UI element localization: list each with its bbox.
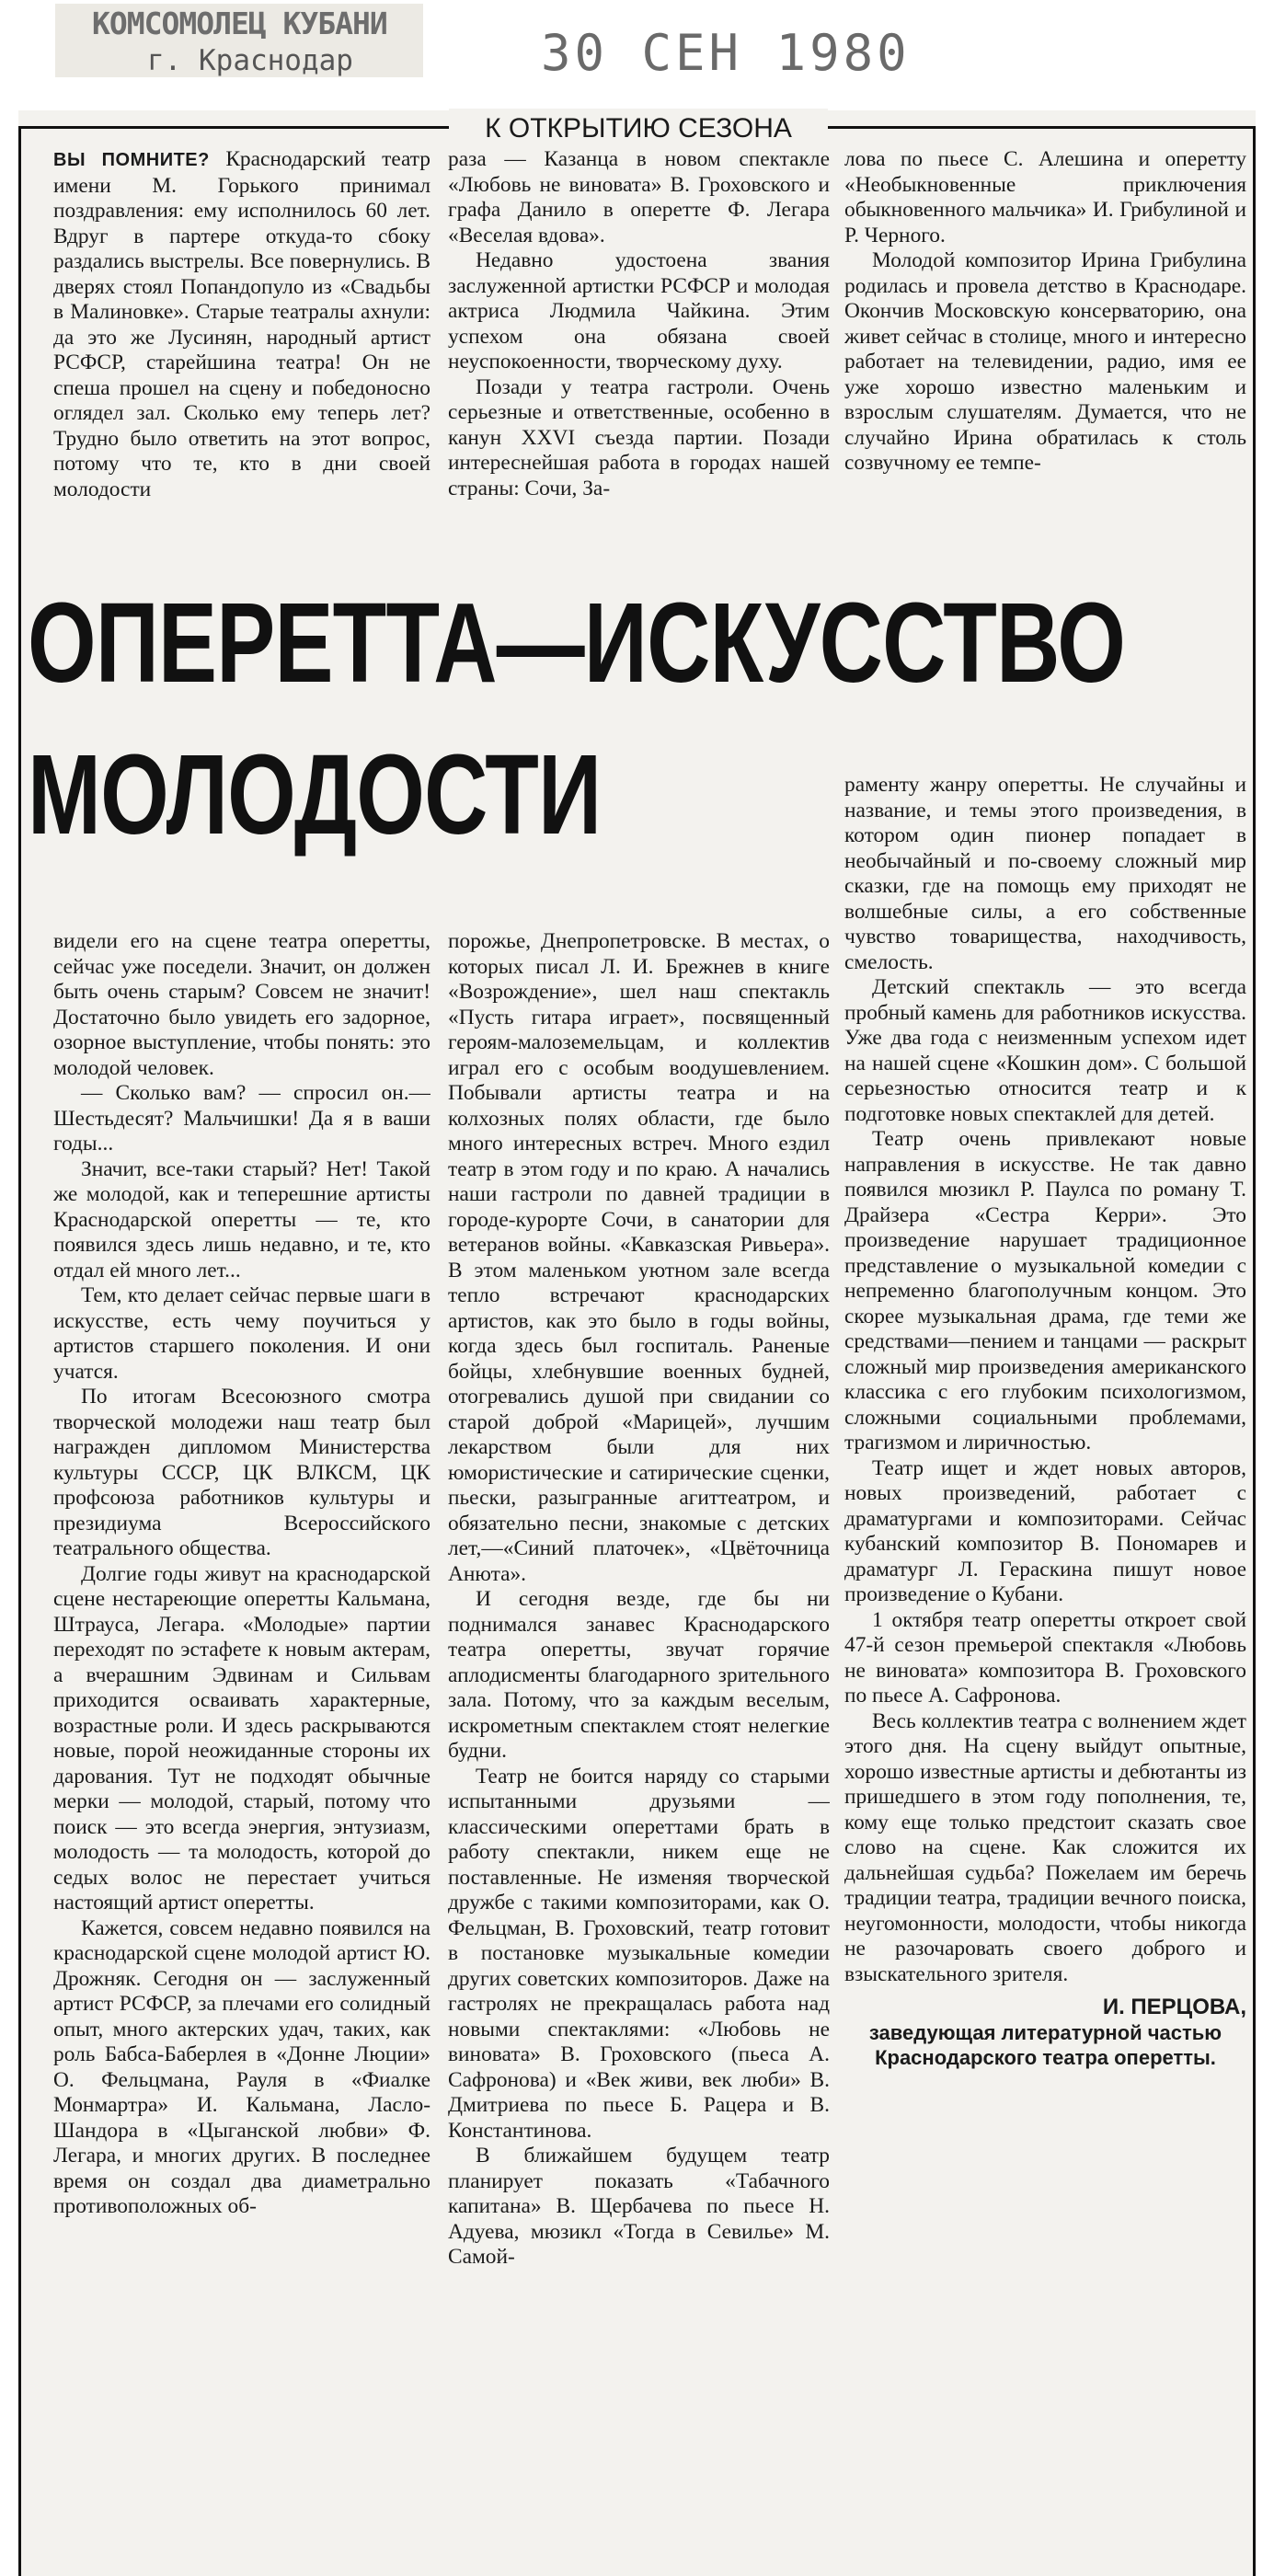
- body-column-3: [844, 773, 1246, 2571]
- top-column-3: [844, 147, 1246, 580]
- paragraph: В ближайшем будущем театр планирует показать «Табачного капитана» В. Щербачева по пьесе Н. Адуева, мюзикл «Тогда в Севилье» М. Самой-: [448, 2144, 830, 2269]
- date-stamp: 30 СЕН 1980: [541, 24, 911, 82]
- lead-paragraph: [53, 147, 430, 502]
- headline-line-2: МОЛОДОСТИ: [28, 732, 602, 858]
- author-name: И. ПЕРЦОВА,: [1102, 1995, 1246, 2019]
- paragraph: Театр очень привлекают новые направления в искусстве. Не так давно появился мюзикл Р. Паулса по роману Т. Драйзера «Сестра Керри». Это произведение нарушает традиционное представление о музыкальной комедии с непременно благополучным концом. Это скорее музыкальная драма, где теми же средствами—пением и танцами — раскрыт сложный мир произведения американского классика с его глубоким психологизмом, сложными социальными проблемами, трагизмом и лиричностью.: [844, 1127, 1246, 1455]
- paragraph: 1 октября театр оперетты откроет свой 47-й сезон премьерой спектакля «Любовь не виновата» композитора В. Гроховского по пьесе А. Сафронова.: [844, 1607, 1246, 1708]
- body-column-2: [448, 929, 830, 2571]
- rubric-heading: К ОТКРЫТИЮ СЕЗОНА: [449, 109, 828, 149]
- paragraph: Детский спектакль — это всегда пробный камень для работников искусства. Уже два года с неизменным успехом идет на нашей сцене «Кошкин дом». С большой серьезностью относится театр и к подготовке новых спектаклей для детей.: [844, 975, 1246, 1126]
- paragraph: Значит, все-таки старый? Нет! Такой же молодой, как и теперешние артисты Краснодарской оперетты — те, кто появился здесь лишь недавно, и те, кто отдал ей много лет...: [53, 1156, 430, 1282]
- lead-phrase: ВЫ ПОМНИТЕ?: [53, 150, 210, 170]
- author-role: заведующая литературной частью Краснодарского театра оперетты.: [868, 2020, 1222, 2069]
- paragraph: раза — Казанца в новом спектакле «Любовь не виновата» В. Гроховского и графа Данило в оперетте Ф. Легара «Веселая вдова».: [448, 147, 830, 247]
- paragraph: И сегодня везде, где бы ни поднимался занавес Краснодарского театра оперетты, звучат горячие аплодисменты благодарного зрительного зала. Потому, что за каждым веселым, искрометным спектаклем стоят нелегкие будни.: [448, 1587, 830, 1763]
- stamp-newspaper-name: КОМСОМОЛЕЦ КУБАНИ: [92, 6, 387, 41]
- paragraph: раменту жанру оперетты. Не случайны и название, и темы этого произведения, в котором один пионер попадает в необычайный и по-своему сложный мир сказки, где на помощь ему приходят не волшебные силы, а его собственные чувство товарищества, находчивость, смелость.: [844, 773, 1246, 974]
- top-column-1: [53, 147, 430, 580]
- paragraph: Позади у театра гастроли. Очень серьезные и ответственные, особенно в канун XXVI съезда партии. Позади интереснейшая работа в городах нашей страны: Сочи, За-: [448, 374, 830, 500]
- paragraph: Молодой композитор Ирина Грибулина родилась и провела детство в Краснодаре. Окончив Московскую консерваторию, она живет сейчас в столице, много и интересно работает на телевидении, радио, имя ее уже хорошо известно маленьким и взрослым слушателям. Думается, что не случайно Ирина обратилась к столь созвучному ее темпе-: [844, 248, 1246, 475]
- paragraph: Театр не боится наряду со старыми испытанными друзьями — классическими опереттами брать в работу спектакли, никем еще не поставленные. Не изменяя творческой дружбе с такими композиторами, как О. Фельцман, В. Гроховский, театр готовит в постановке музыкальные комедии других советских композиторов. Даже на гастролях не прекращалась работа над новыми спектаклями: «Любовь не виновата» В. Гроховского (пьеса А. Сафронова) и «Век живи, век люби» В. Дмитриева по пьесе Б. Рацера и В. Константинова.: [448, 1764, 830, 2143]
- paragraph: Долгие годы живут на краснодарской сцене нестареющие оперетты Кальмана, Штрауса, Легара. «Молодые» партии переходят по эстафете к новым актерам, а вчерашним Эдвинам и Сильвам приходится осваивать характерные, возрастные роли. И здесь раскрываются новые, порой неожиданные стороны их дарования. Тут не подходят обычные мерки — молодой, старый, потому что поиск — это всегда энергия, энтузиазм, молодость — та молодость, которой до седых волос не перестает учиться настоящий артист оперетты.: [53, 1561, 430, 1915]
- top-column-2: [448, 147, 830, 580]
- headline-line-1: ОПЕРЕТТА—ИСКУССТВО: [28, 581, 1126, 707]
- paragraph: Театр ищет и ждет новых авторов, новых произведений, работает с драматургами и композиторами. Сейчас кубанский композитор В. Пономарев и драматург Л. Гераскина пишут новое произведение о Кубани.: [844, 1455, 1246, 1606]
- paragraph: лова по пьесе С. Алешина и оперетту «Необыкновенные приключения обыкновенного мальчика» И. Грибулиной и Р. Черного.: [844, 147, 1246, 247]
- paragraph: порожье, Днепропетровске. В местах, о которых писал Л. И. Брежнев в книге «Возрождение», шел наш спектакль «Пусть гитара играет», посвященный героям-малоземельцам, и коллектив играл его с особым воодушевлением. Побывали артисты театра и на колхозных полях области, где было много интересных встреч. Много ездил театр в этом году и по краю. А начались наши гастроли по давней традиции в городе-курорте Сочи, в санатории для ветеранов войны. «Кавказская Ривьера». В этом маленьком уютном зале всегда тепло встречают краснодарских артистов, как это было в годы войны, когда здесь был госпиталь. Раненые бойцы, хлебнувшие военных будней, отогревались душой при свидании со старой доброй «Марицей», лучшим лекарством были для них юмористические и сатирические сценки, пьески, разыгранные агиттеатром, и обязательно песни, знакомые с детских лет,—«Синий платочек», «Цвëточница Анюта».: [448, 929, 830, 1586]
- paragraph: Весь коллектив театра с волнением ждет этого дня. На сцену выйдут опытные, хорошо известные артисты и дебютанты из пришедшего в этом году пополнения, те, кому еще только предстоит сказать свое слово на сцене. Как сложится их дальнейшая судьба? Пожелаем им беречь традиции театра, традиции вечного поиска, неугомонности, молодости, чтобы никогда не разочаровать своего доброго и взыскательного зрителя.: [844, 1708, 1246, 1986]
- paragraph: Тем, кто делает сейчас первые шаги в искусстве, есть чему поучиться у артистов старшего поколения. И они учатся.: [53, 1283, 430, 1384]
- paragraph: По итогам Всесоюзного смотра творческой молодежи наш театр был награжден дипломом Министерства культуры СССР, ЦК ВЛКСМ, ЦК профсоюза работников культуры и президиума Всероссийского театрального общества.: [53, 1385, 430, 1560]
- newspaper-stamp: [55, 4, 423, 77]
- paragraph: — Сколько вам? — спросил он.— Шестьдесят? Мальчишки! Да я в ваши годы...: [53, 1081, 430, 1156]
- paragraph: Кажется, совсем недавно появился на краснодарской сцене молодой артист Ю. Дрожняк. Сегодня он — заслуженный артист РСФСР, за плечами его солидный опыт, много актерских удач, таких, как роль Бабса-Баберлея в «Донне Люции» О. Фельцмана, Рауля в «Фиалке Монмартра» И. Кальмана, Ласло-Шандора в «Цыганской любви» Ф. Легара, и многих других. В последнее время он создал два диаметрально противоположных об-: [53, 1915, 430, 2218]
- body-column-1: [53, 929, 430, 2571]
- stamp-city: г. Краснодар: [147, 44, 353, 77]
- paragraph: видели его на сцене театра оперетты, сейчас уже поседели. Значит, он должен быть очень старым? Совсем не значит! Достаточно было увидеть его задорное, озорное выступление, чтобы понять: это молодой человек.: [53, 929, 430, 1080]
- lead-text: Краснодарский театр имени М. Горького принимал поздравления: ему исполнилось 60 лет. Вдруг в партере откуда-то сбоку раздались выстрелы. Все повернулись. В дверях стоял Попандопуло из «Свадьбы в Малиновке». Старые театралы ахнули: да это же Лусинян, народный артист РСФСР, старейшина театра! Он не спеша прошел на сцену и победоносно оглядел зал. Сколько ему теперь лет? Трудно было ответить на этот вопрос, потому что те, кто в дни своей молодости: [53, 147, 430, 501]
- paragraph: Недавно удостоена звания заслуженной артистки РСФСР и молодая актриса Людмила Чайкина. Этим успехом она обязана своей неуспокоенности, творческому духу.: [448, 248, 830, 374]
